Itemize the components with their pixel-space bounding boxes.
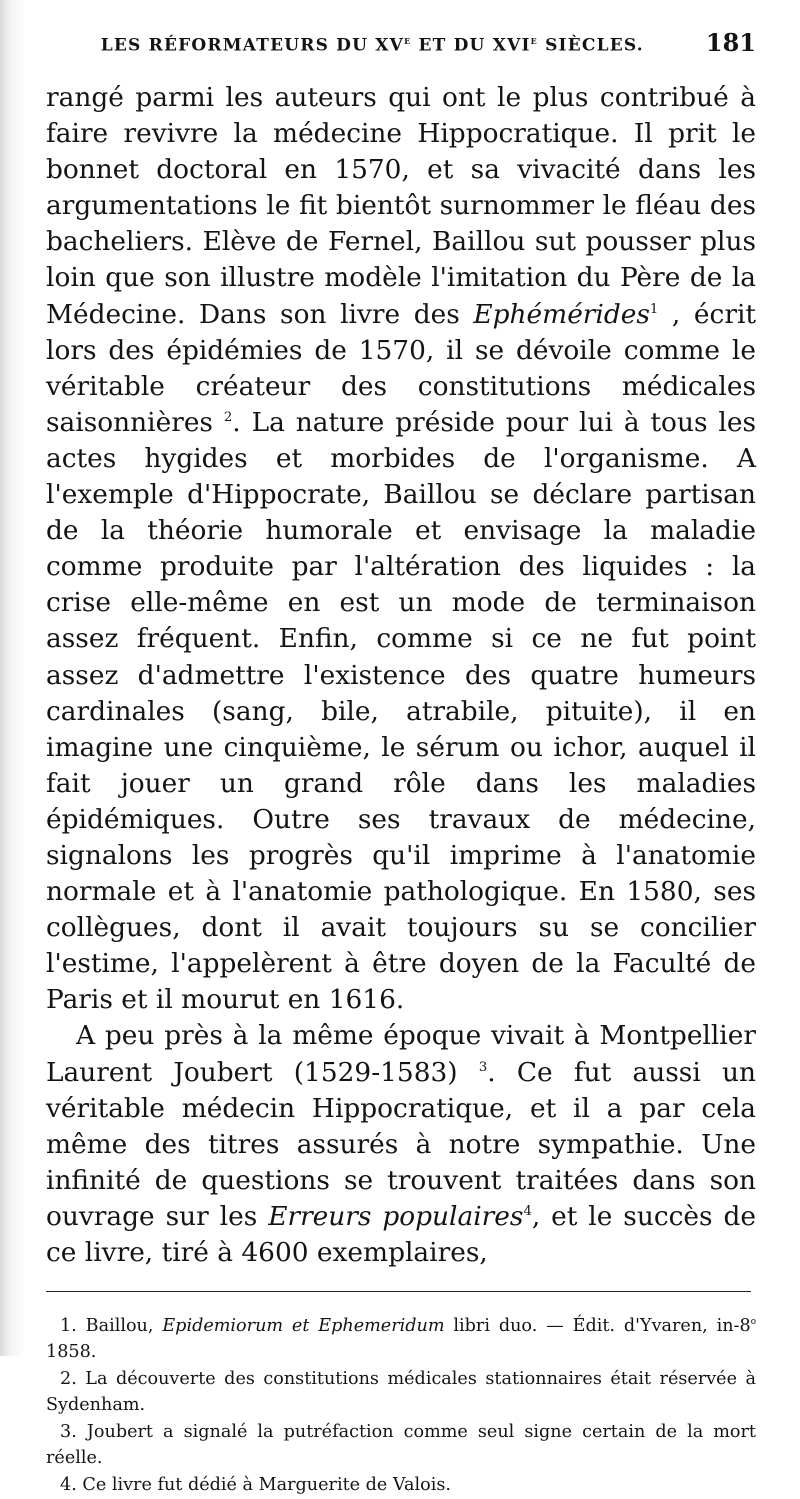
- footnote-number: 2.: [60, 1369, 77, 1390]
- running-header: [46, 28, 756, 76]
- running-title-superscript: e: [530, 34, 538, 48]
- main-text: [46, 80, 756, 1271]
- footnote-ref-1: 1: [649, 301, 659, 317]
- footnote-number: 1.: [60, 1316, 77, 1337]
- paragraph-joubert: A peu près à la même époque vivait à Montpellier Laurent Joubert (1529-1583) $^3$. Ce fut aussi un véritable médecin Hippocratique, et il a par cela même des titres assurés à notre sympathie. Une infinité de questions se trouvent traitées dans son ouvrage sur les Erreurs populaires$^4$, et le succès de ce livre, tiré à 4600 exemplaires,: [46, 1020, 757, 1268]
- footnote-2: 2. La découverte des constitutions médicales stationnaires était réservée à Sydenham.: [46, 1369, 756, 1415]
- footnote-ref-2: 2: [223, 410, 233, 426]
- footnote-4: 4. Ce livre fut dédié à Marguerite de Valois.: [60, 1475, 451, 1496]
- footnote-divider: [46, 1291, 751, 1292]
- footnote-1: 1. Baillou, Epidemiorum et Ephemeridum libri duo. — Édit. d'Yvaren, in-8$^o$ 1858.: [46, 1316, 756, 1362]
- footnote-number: 4.: [60, 1475, 77, 1496]
- running-title-superscript: e: [404, 34, 412, 48]
- footnote-number: 3.: [60, 1422, 77, 1443]
- footnote-3: 3. Joubert a signalé la putréfaction comme seul signe certain de la mort réelle.: [46, 1422, 756, 1468]
- italic-title-erreurs-populaires: Erreurs populaires: [268, 1200, 524, 1232]
- footnotes: [46, 1314, 756, 1499]
- page-number: 181: [705, 28, 756, 57]
- italic-title-ephemerides: Ephémérides: [473, 298, 650, 330]
- italic-title-epidemiorum: Epidemiorum et Ephemeridum: [162, 1316, 445, 1337]
- footnote-ref-3: 3: [478, 1059, 488, 1075]
- footnote-ref-4: 4: [523, 1204, 532, 1220]
- running-title: LES RÉFORMATEURS DU XVe ET DU XVIe SIÈCLES.: [100, 34, 644, 56]
- paragraph-baillou: rangé parmi les auteurs qui ont le plus contribué à faire revivre la médecine Hippocratique. Il prit le bonnet doctoral en 1570, et sa vivacité dans les argumentations le fit bientôt surnommer le fléau des bacheliers. Elève de Fernel, Baillou sut pousser plus loin que son illustre modèle l'imitation du Père de la Médecine. Dans son livre des Ephémérides$^1$ , écrit lors des épidémies de 1570, il se dévoile comme le véritable créateur des constitutions médicales saisonnières $^2$. La nature préside pour lui à tous les actes hygides et morbides de l'organisme. A l'exemple d'Hippocrate, Baillou se déclare partisan de la théorie humorale et envisage la maladie comme produite par l'altération des liquides : la crise elle-même en est un mode de terminaison assez fréquent. Enfin, comme si ce ne fut point assez d'admettre l'existence des quatre humeurs cardinales (sang, bile, atrabile, pituite), il en imagine une cinquième, le sérum ou ichor, auquel il fait jouer un grand rôle dans les maladies épidémiques. Outre ses travaux de médecine, signalons les progrès qu'il imprime à l'anatomie normale et à l'anatomie pathologique. En 1580, ses collègues, dont il avait toujours su se concilier l'estime, l'appelèrent à être doyen de la Faculté de Paris et il mourut en 1616.: [46, 82, 756, 1016]
